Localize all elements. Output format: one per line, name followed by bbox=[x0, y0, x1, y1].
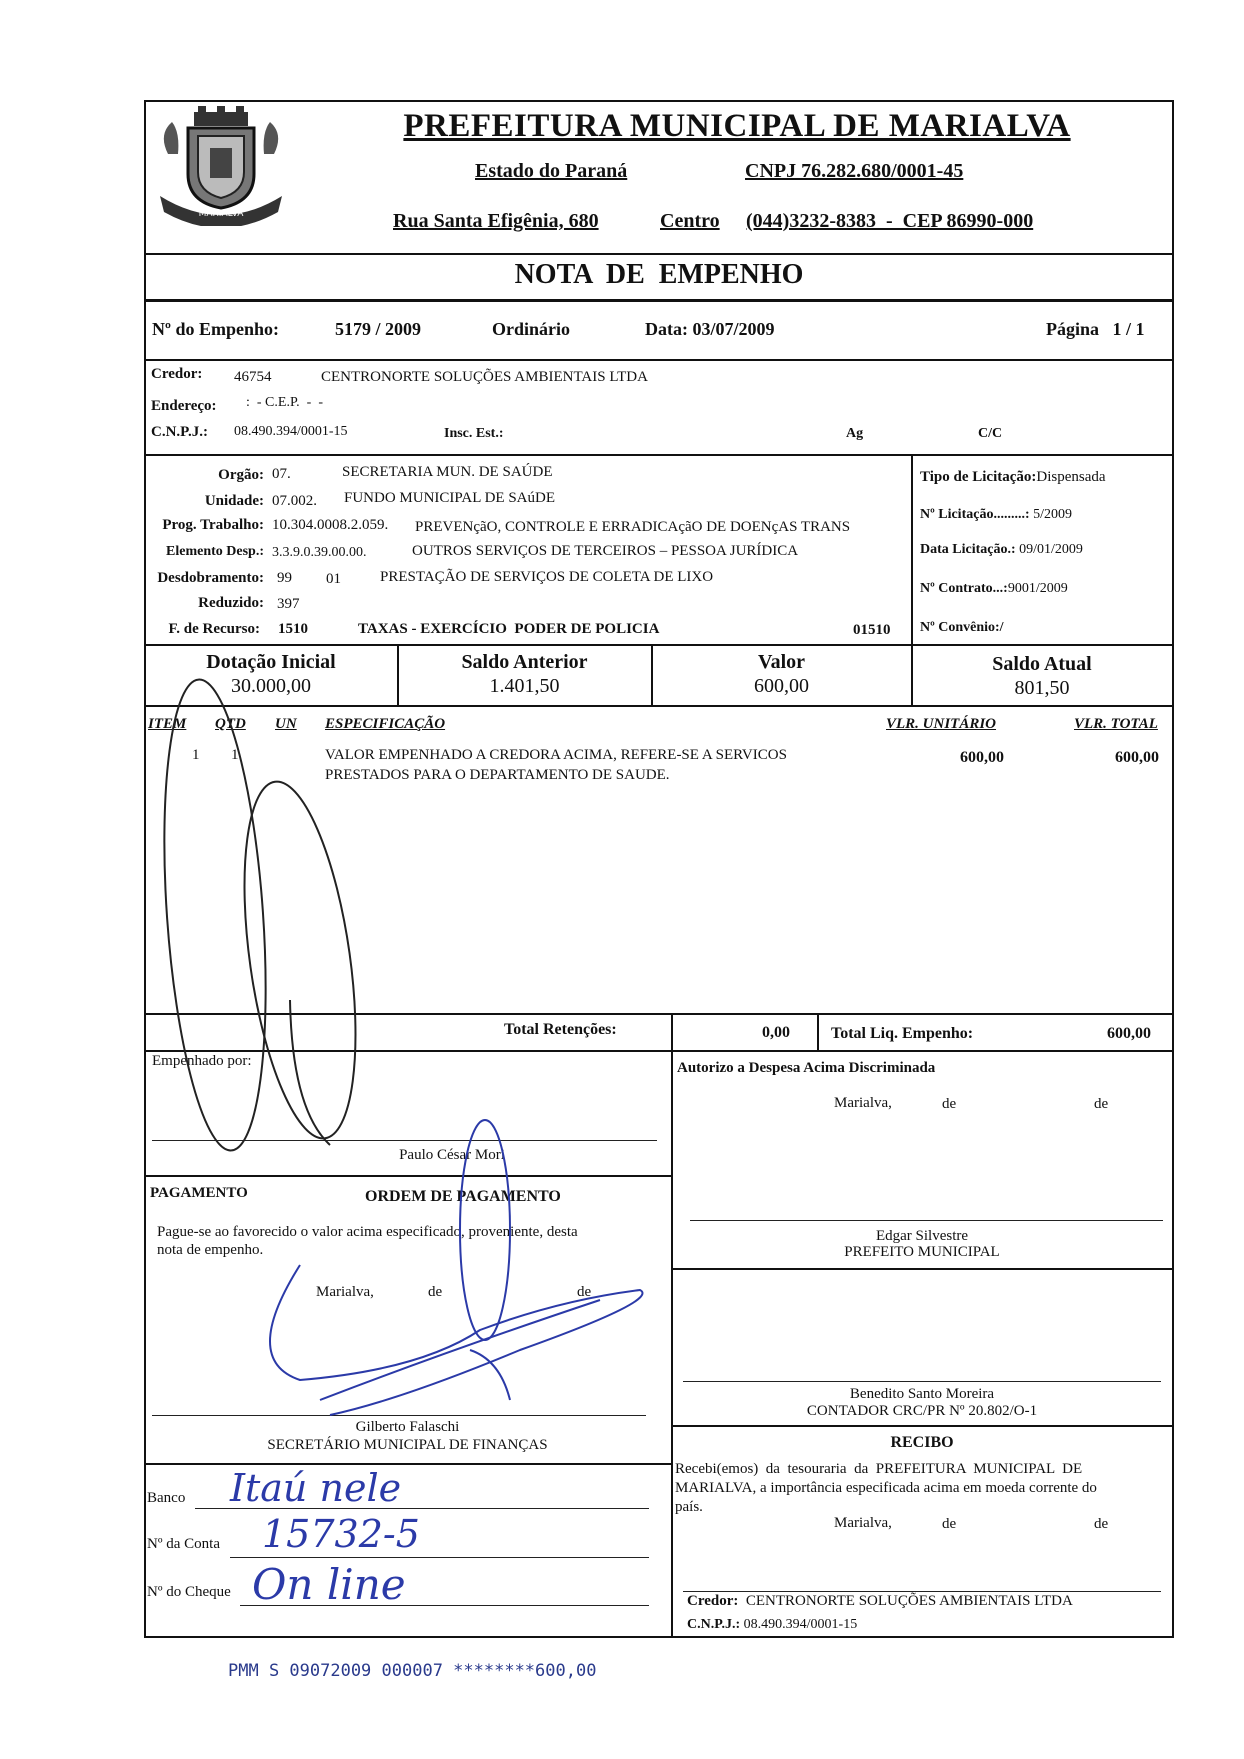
orgao-label: Orgão: bbox=[218, 467, 264, 483]
insc-est-label: Insc. Est.: bbox=[444, 426, 504, 441]
pagamento-city: Marialva, bbox=[316, 1284, 374, 1300]
recurso-label: F. de Recurso: bbox=[168, 621, 260, 637]
pagamento-de-1: de bbox=[428, 1284, 443, 1300]
svg-text:MARIALVA: MARIALVA bbox=[198, 209, 244, 219]
recibo-city: Marialva, bbox=[834, 1515, 892, 1531]
saldo-atual-value: 801,50 bbox=[1014, 677, 1070, 699]
recibo-line-2: MARIALVA, a importância especificada acima em moeda corrente do bbox=[675, 1480, 1097, 1496]
autorizo-de-2: de bbox=[1094, 1096, 1109, 1112]
secretario-signer: Gilberto Falaschi bbox=[355, 1419, 460, 1435]
header-cnpj: CNPJ 76.282.680/0001-45 bbox=[745, 160, 964, 182]
credor-label: Credor: bbox=[151, 366, 203, 382]
valor-label: Valor bbox=[757, 651, 806, 673]
contador-role: CONTADOR CRC/PR Nº 20.802/O-1 bbox=[806, 1403, 1038, 1419]
desdobramento-code: 99 bbox=[277, 570, 292, 586]
empenho-label: Nº do Empenho: bbox=[152, 319, 279, 339]
orgao-code: 07. bbox=[272, 466, 291, 482]
data-licitacao-label: Data Licitação.: bbox=[920, 542, 1016, 557]
endereco-label: Endereço: bbox=[151, 398, 217, 414]
empenhado-label: Empenhado por: bbox=[152, 1053, 252, 1069]
secretario-role: SECRETÁRIO MUNICIPAL DE FINANÇAS bbox=[267, 1437, 548, 1453]
dotacao-value: 30.000,00 bbox=[231, 675, 311, 697]
empenho-type: Ordinário bbox=[492, 319, 571, 339]
recibo-cnpj-value: 08.490.394/0001-15 bbox=[743, 1617, 858, 1632]
tipo-licitacao-label: Tipo de Licitação: bbox=[920, 469, 1037, 485]
saldo-anterior-label: Saldo Anterior bbox=[461, 651, 588, 673]
item-vlr-unitario: 600,00 bbox=[960, 749, 1004, 766]
orgao-name: SECRETARIA MUN. DE SAÚDE bbox=[342, 464, 553, 480]
banco-label: Banco bbox=[147, 1490, 186, 1506]
recibo-credor-name: CENTRONORTE SOLUÇÕES AMBIENTAIS LTDA bbox=[745, 1593, 1073, 1609]
prog-trabalho-code: 10.304.0008.2.059. bbox=[272, 517, 389, 533]
tipo-licitacao-value: Dispensada bbox=[1036, 469, 1106, 485]
recibo-line-1: Recebi(emos) da tesouraria da PREFEITURA MUNICIPAL DE bbox=[675, 1461, 1083, 1477]
item-spec-line-1: VALOR EMPENHADO A CREDORA ACIMA, REFERE-SE A SERVICOS bbox=[325, 747, 787, 763]
col-spec-header: ESPECIFICAÇÃO bbox=[325, 716, 446, 732]
item-number: 1 bbox=[192, 747, 200, 763]
autorizo-label: Autorizo a Despesa Acima Discriminada bbox=[677, 1060, 936, 1076]
saldo-atual-label: Saldo Atual bbox=[992, 653, 1092, 675]
unidade-name: FUNDO MUNICIPAL DE SAúDE bbox=[344, 490, 555, 506]
prog-trabalho-name: PREVENçãO, CONTROLE E ERRADICAçãO DE DOENçAS TRANS bbox=[415, 519, 851, 535]
item-vlr-total: 600,00 bbox=[1115, 749, 1159, 766]
num-contrato-value: 9001/2009 bbox=[1007, 581, 1068, 596]
num-licitacao-value: 5/2009 bbox=[1033, 507, 1072, 522]
prog-trabalho-label: Prog. Trabalho: bbox=[162, 517, 264, 533]
empenho-number: 5179 / 2009 bbox=[335, 319, 422, 339]
total-liq-label: Total Liq. Empenho: bbox=[831, 1025, 974, 1042]
desdobramento-name: PRESTAÇÃO DE SERVIÇOS DE COLETA DE LIXO bbox=[380, 569, 714, 585]
recibo-credor-label: Credor: bbox=[687, 1593, 739, 1609]
desdobramento-subcode: 01 bbox=[326, 571, 341, 587]
credor-name: CENTRONORTE SOLUÇÕES AMBIENTAIS LTDA bbox=[321, 369, 648, 385]
item-qtd: 1 bbox=[231, 747, 239, 763]
num-licitacao-label: Nº Licitação.........: bbox=[920, 507, 1030, 522]
cheque-handwritten: On line bbox=[252, 1560, 406, 1609]
unidade-code: 07.002. bbox=[272, 493, 317, 509]
col-vlr-unitario-header: VLR. UNITÁRIO bbox=[886, 716, 997, 732]
pagamento-de-2: de bbox=[577, 1284, 592, 1300]
recibo-title: RECIBO bbox=[890, 1434, 954, 1451]
recibo-line-3: país. bbox=[675, 1499, 703, 1515]
total-retencoes-label: Total Retenções: bbox=[504, 1021, 617, 1038]
unidade-label: Unidade: bbox=[204, 493, 264, 509]
header-district: Centro bbox=[660, 210, 720, 232]
conta-label: Nº da Conta bbox=[147, 1536, 220, 1552]
autorizo-city: Marialva, bbox=[834, 1095, 892, 1111]
recurso-code: 1510 bbox=[278, 621, 308, 637]
reduzido-label: Reduzido: bbox=[198, 595, 264, 611]
recibo-cnpj-label: C.N.P.J.: bbox=[687, 1617, 741, 1632]
col-vlr-total-header: VLR. TOTAL bbox=[1074, 716, 1158, 732]
cheque-label: Nº do Cheque bbox=[147, 1584, 231, 1600]
prefeito-signer: Edgar Silvestre bbox=[875, 1228, 969, 1244]
cnpj-label: C.N.P.J.: bbox=[151, 424, 208, 440]
prefeito-role: PREFEITO MUNICIPAL bbox=[844, 1244, 1000, 1260]
pagamento-label: PAGAMENTO bbox=[150, 1185, 248, 1201]
agencia-label: Ag bbox=[846, 426, 864, 441]
conta-corrente-label: C/C bbox=[978, 426, 1003, 441]
ordem-pagamento-title: ORDEM DE PAGAMENTO bbox=[365, 1188, 561, 1205]
recibo-de-1: de bbox=[942, 1516, 957, 1532]
payment-stamp: PMM S 09072009 000007 ********600,00 bbox=[228, 1661, 597, 1681]
elemento-name: OUTROS SERVIÇOS DE TERCEIROS – PESSOA JURÍDICA bbox=[412, 543, 799, 559]
total-liq-value: 600,00 bbox=[1107, 1025, 1151, 1042]
total-retencoes-value: 0,00 bbox=[762, 1024, 790, 1041]
empenhado-signer: Paulo César Mori bbox=[399, 1147, 505, 1163]
conta-handwritten: 15732-5 bbox=[262, 1512, 420, 1556]
col-un-header: UN bbox=[275, 716, 297, 732]
contador-signer: Benedito Santo Moreira bbox=[849, 1386, 995, 1402]
endereco-value: : - C.E.P. - - bbox=[246, 395, 323, 410]
elemento-label: Elemento Desp.: bbox=[166, 544, 264, 559]
document-title: NOTA DE EMPENHO bbox=[514, 259, 804, 290]
reduzido-code: 397 bbox=[277, 596, 300, 612]
banco-handwritten: Itaú nele bbox=[230, 1466, 402, 1510]
saldo-anterior-value: 1.401,50 bbox=[489, 675, 560, 697]
header-phone-cep: (044)3232-8383 - CEP 86990-000 bbox=[746, 210, 1034, 232]
item-spec-line-2: PRESTADOS PARA O DEPARTAMENTO DE SAUDE. bbox=[325, 767, 670, 783]
col-qtd-header: QTD bbox=[215, 716, 246, 732]
recibo-de-2: de bbox=[1094, 1516, 1109, 1532]
valor-value: 600,00 bbox=[754, 675, 809, 697]
page-title: PREFEITURA MUNICIPAL DE MARIALVA bbox=[403, 108, 1071, 144]
header-address: Rua Santa Efigênia, 680 bbox=[393, 210, 599, 232]
autorizo-de-1: de bbox=[942, 1096, 957, 1112]
pagamento-text-line-2: nota de empenho. bbox=[157, 1242, 264, 1258]
desdobramento-label: Desdobramento: bbox=[157, 570, 264, 586]
recurso-name: TAXAS - EXERCÍCIO PODER DE POLICIA bbox=[358, 621, 660, 637]
data-licitacao-value: 09/01/2009 bbox=[1019, 542, 1083, 557]
page-number: Página 1 / 1 bbox=[1046, 319, 1145, 339]
pagamento-text-line-1: Pague-se ao favorecido o valor acima especificado, proveniente, desta bbox=[157, 1224, 578, 1240]
col-item-header: ITEM bbox=[148, 716, 187, 732]
num-contrato-label: Nº Contrato...: bbox=[920, 581, 1008, 596]
state-label: Estado do Paraná bbox=[475, 160, 628, 182]
credor-cnpj: 08.490.394/0001-15 bbox=[234, 424, 348, 439]
credor-code: 46754 bbox=[234, 369, 272, 385]
empenho-date: Data: 03/07/2009 bbox=[645, 319, 775, 339]
dotacao-label: Dotação Inicial bbox=[206, 651, 336, 673]
recurso-code-2: 01510 bbox=[853, 622, 891, 638]
num-convenio: Nº Convênio:/ bbox=[920, 620, 1004, 635]
elemento-code: 3.3.9.0.39.00.00. bbox=[272, 545, 367, 560]
